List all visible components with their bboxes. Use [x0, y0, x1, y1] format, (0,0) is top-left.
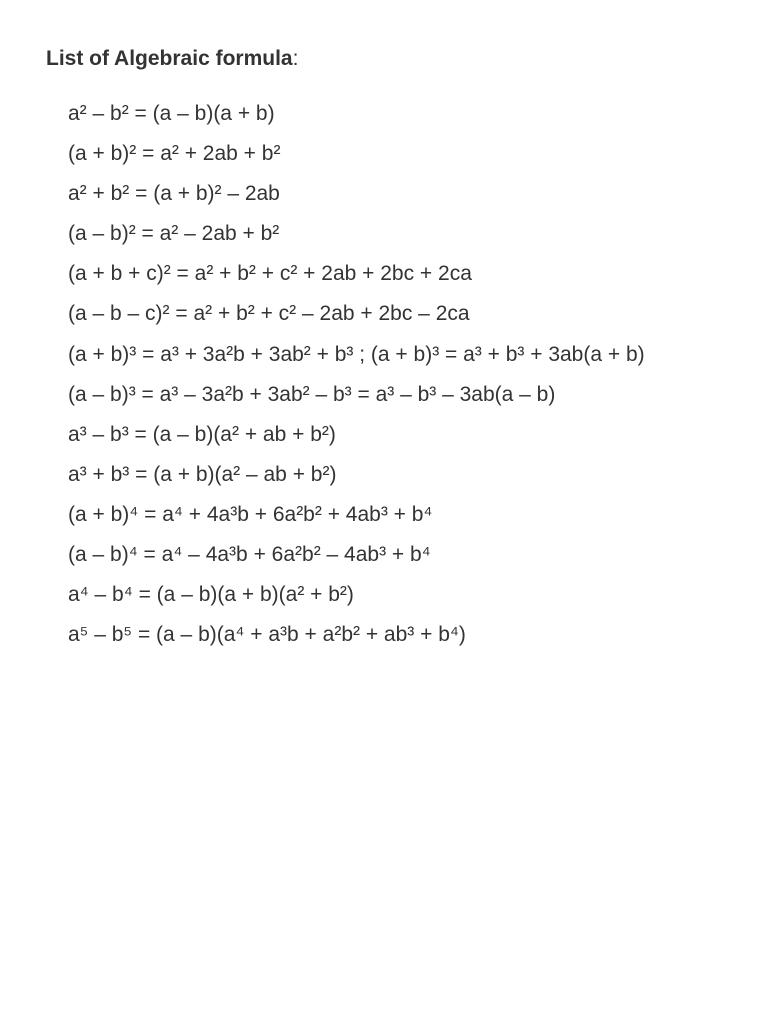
formula-item: (a – b)² = a² – 2ab + b² — [68, 222, 280, 246]
formula-item: a³ + b³ = (a + b)(a² – ab + b²) — [68, 462, 337, 486]
heading-colon: : — [292, 47, 299, 70]
formula-item: (a – b – c)² = a² + b² + c² – 2ab + 2bc – 2ca — [68, 302, 470, 326]
formula-item: a⁴ – b⁴ = (a – b)(a + b)(a² + b²) — [68, 583, 354, 607]
formula-item: (a + b)³ = a³ + 3a²b + 3ab² + b³ ; (a + b)³ = a³ + b³ + 3ab(a + b) — [68, 342, 645, 366]
page-heading — [46, 45, 298, 73]
formula-item: a² – b² = (a – b)(a + b) — [68, 102, 275, 125]
formula-item: (a + b)² = a² + 2ab + b² — [68, 142, 281, 166]
formula-item: a³ – b³ = (a – b)(a² + ab + b²) — [68, 422, 336, 446]
formula-item: (a + b + c)² = a² + b² + c² + 2ab + 2bc + 2ca — [68, 262, 472, 286]
formula-item: a² + b² = (a + b)² – 2ab — [68, 182, 280, 206]
formula-item: (a – b)⁴ = a⁴ – 4a³b + 6a²b² – 4ab³ + b⁴ — [68, 543, 431, 567]
formula-list — [68, 100, 645, 661]
page-title: List of Algebraic formula — [46, 47, 293, 70]
formula-item: (a – b)³ = a³ – 3a²b + 3ab² – b³ = a³ – b³ – 3ab(a – b) — [68, 382, 556, 406]
formula-item: a⁵ – b⁵ = (a – b)(a⁴ + a³b + a²b² + ab³ + b⁴) — [68, 623, 466, 647]
formula-item: (a + b)⁴ = a⁴ + 4a³b + 6a²b² + 4ab³ + b⁴ — [68, 502, 433, 526]
